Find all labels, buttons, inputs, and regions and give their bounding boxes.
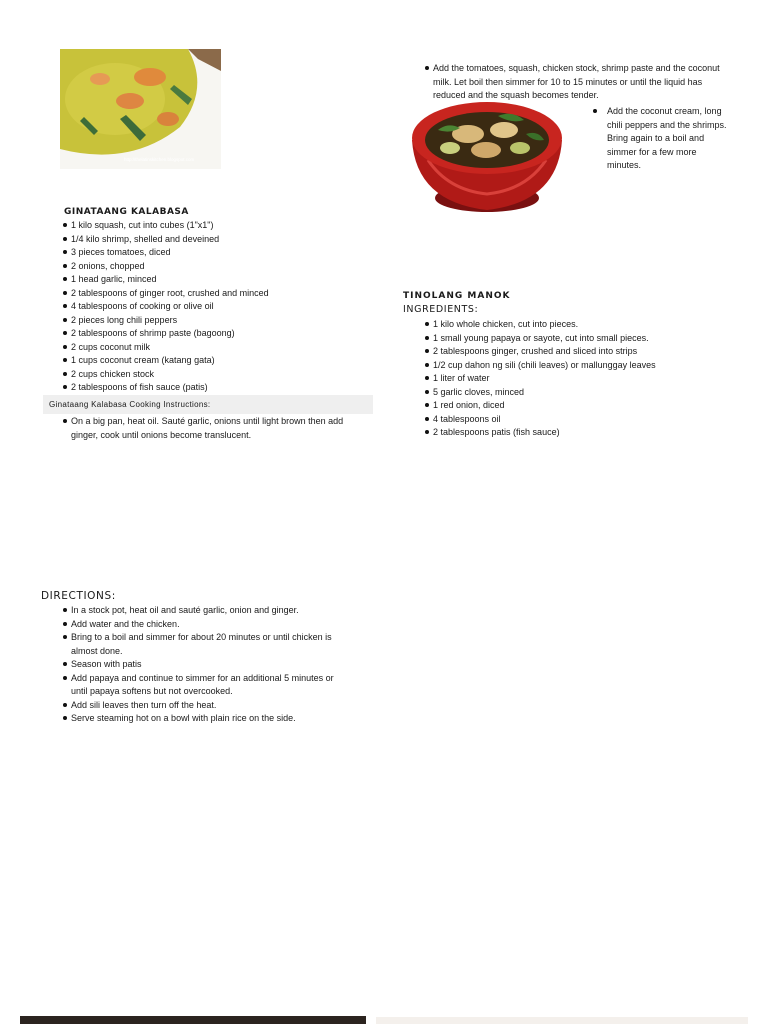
direction-step: Bring to a boil and simmer for about 20 minutes or until chicken is almost done. (62, 631, 352, 658)
ingredient-item: 5 garlic cloves, minced (424, 386, 744, 400)
red-bowl-image (408, 90, 566, 218)
footer-dark-strip (20, 1016, 366, 1024)
tinolang-manok-ingredients-label: INGREDIENTS: (403, 304, 479, 315)
instruction-step: Add the coconut cream, long chili peppers and the shrimps. Bring again to a boil and simmer for a few more minutes. (592, 105, 732, 173)
ingredient-item: 1 small young papaya or sayote, cut into small pieces. (424, 332, 744, 346)
cooking-instructions-bar (43, 395, 373, 414)
tinolang-manok-ingredients (424, 318, 744, 440)
ingredient-item: 3 pieces tomatoes, diced (62, 246, 362, 260)
direction-step: Add sili leaves then turn off the heat. (62, 699, 352, 713)
ginataang-kalabasa-instructions-continued-2 (592, 105, 732, 173)
ingredient-item: 4 tablespoons oil (424, 413, 744, 427)
direction-step: Season with patis (62, 658, 352, 672)
soup-plate-image (60, 49, 221, 169)
instruction-step: On a big pan, heat oil. Sauté garlic, onions until light brown then add ginger, cook until onions become translucent. (62, 415, 362, 442)
tinolang-manok-title: TINOLANG MANOK (403, 291, 511, 301)
ingredient-item: 2 pieces long chili peppers (62, 314, 362, 328)
tinolang-manok-photo (408, 90, 566, 218)
ginataang-kalabasa-title: GINATAANG KALABASA (64, 207, 189, 217)
ingredient-item: 4 tablespoons of cooking or olive oil (62, 300, 362, 314)
ginataang-kalabasa-photo (60, 49, 221, 169)
ingredient-item: 1 kilo whole chicken, cut into pieces. (424, 318, 744, 332)
ingredient-item: 2 tablespoons of shrimp paste (bagoong) (62, 327, 362, 341)
ginataang-kalabasa-instructions-continued (424, 62, 734, 103)
cooking-instructions-label: Ginataang Kalabasa Cooking Instructions: (49, 400, 211, 409)
ingredient-item: 2 cups coconut milk (62, 341, 362, 355)
direction-step: Add papaya and continue to simmer for an additional 5 minutes or until papaya softens but not overcooked. (62, 672, 352, 699)
ingredient-item: 2 tablespoons of ginger root, crushed and minced (62, 287, 362, 301)
ginataang-kalabasa-instructions (62, 415, 362, 442)
direction-step: Serve steaming hot on a bowl with plain rice on the side. (62, 712, 352, 726)
ingredient-item: 1 head garlic, minced (62, 273, 362, 287)
ingredient-item: 2 tablespoons patis (fish sauce) (424, 426, 744, 440)
directions-label: DIRECTIONS: (41, 590, 116, 602)
ingredient-item: 1 kilo squash, cut into cubes (1"x1") (62, 219, 362, 233)
tinolang-manok-directions (62, 604, 352, 726)
ginataang-kalabasa-ingredients (62, 219, 362, 395)
ingredient-item: 1 red onion, diced (424, 399, 744, 413)
footer-light-strip (376, 1017, 748, 1024)
direction-step: Add water and the chicken. (62, 618, 352, 632)
ingredient-item: 2 onions, chopped (62, 260, 362, 274)
ingredient-item: 1/2 cup dahon ng sili (chili leaves) or mallunggay leaves (424, 359, 744, 373)
ingredient-item: 1/4 kilo shrimp, shelled and deveined (62, 233, 362, 247)
instruction-step: Add the tomatoes, squash, chicken stock, shrimp paste and the coconut milk. Let boil then simmer for 10 to 15 minutes or until the liquid has reduced and the squash becomes tender. (424, 62, 734, 103)
ingredient-item: 1 liter of water (424, 372, 744, 386)
ingredient-item: 2 tablespoons ginger, crushed and sliced into strips (424, 345, 744, 359)
photo-watermark: http://thelatinskitchen.blogspot.com (124, 157, 195, 162)
ingredient-item: 2 tablespoons of fish sauce (patis) (62, 381, 362, 395)
ingredient-item: 2 cups chicken stock (62, 368, 362, 382)
ingredient-item: 1 cups coconut cream (katang gata) (62, 354, 362, 368)
direction-step: In a stock pot, heat oil and sauté garlic, onion and ginger. (62, 604, 352, 618)
